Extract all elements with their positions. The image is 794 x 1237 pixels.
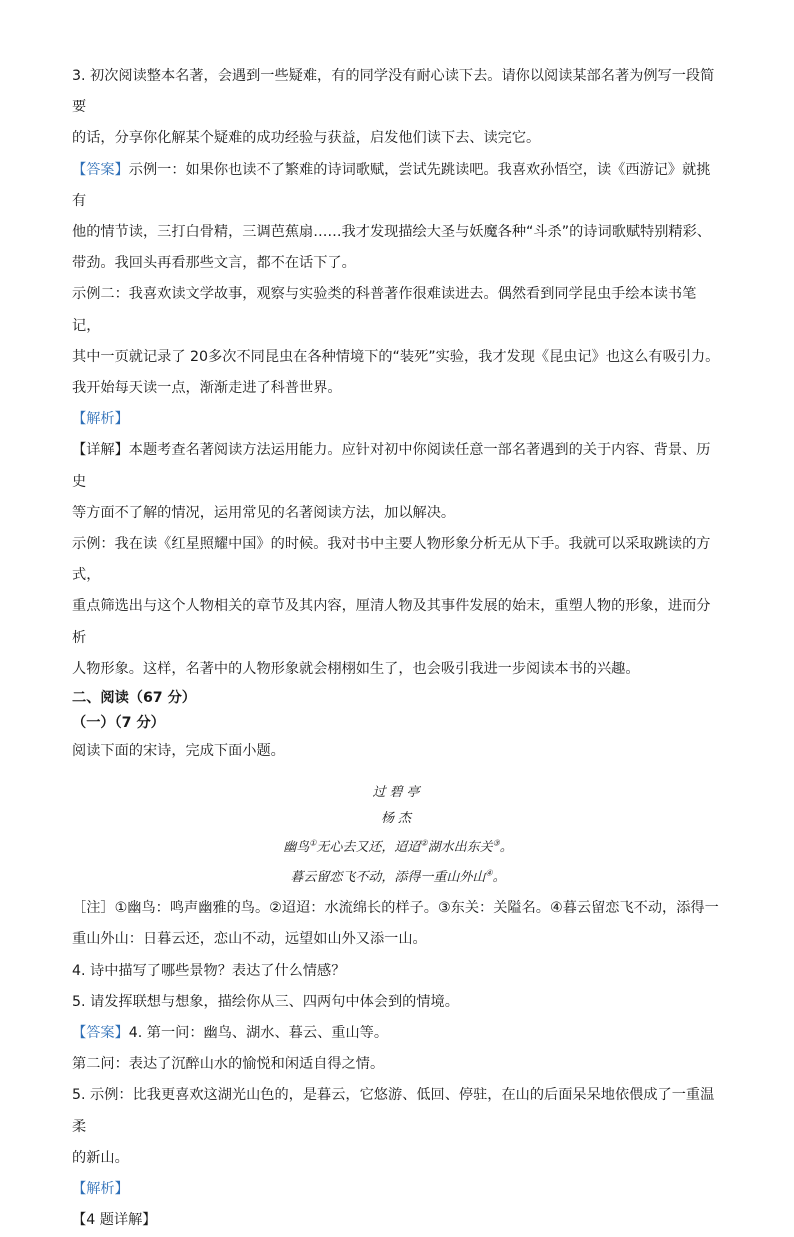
answer-2-second: 第二问：表达了沉醉山水的愉悦和闲适自得之情。 xyxy=(72,1056,385,1073)
reading-instruction: 阅读下面的宋诗，完成下面小题。 xyxy=(72,743,285,760)
footnote-marker: ④ xyxy=(485,868,493,878)
poem-line-1: 幽鸟①无心去又还，迢迢②湖水出东关③。 xyxy=(283,838,513,856)
answer-line: 带劲。我回头再看那些文言，都不在话下了。 xyxy=(72,255,356,272)
notes-line-1: ［注］①幽鸟：鸣声幽雅的鸟。②迢迢：水流绵长的样子。③东关：关隘名。④暮云留恋飞不动，添得一 xyxy=(72,900,719,917)
detail-text: 本题考查名著阅读方法运用能力。应针对初中你阅读任意一部名著遇到的关于内容、背景、历史 xyxy=(72,442,711,490)
question-3-line-1: 3. 初次阅读整本名著，会遇到一些疑难，有的同学没有耐心读下去。请你以阅读某部名著为例写一段简要 xyxy=(72,68,715,116)
answer-line: 他的情节读，三打白骨精，三调芭蕉扇……我才发现描绘大圣与妖魔各种“斗杀”的诗词歌赋特别精彩、 xyxy=(72,224,711,241)
footnote-marker: ② xyxy=(420,838,428,848)
question-5: 5. 请发挥联想与想象，描绘你从三、四两句中体会到的情境。 xyxy=(72,993,459,1010)
poem-line-2: 暮云留恋飞不动，添得一重山外山④。 xyxy=(290,868,506,886)
answer-line: 其中一页就记录了 20多次不同昆虫在各种情境下的“装死”实验，我才发现《昆虫记》也这么有吸引力。 xyxy=(72,348,720,365)
q5-answer-line: 5. 示例：比我更喜欢这湖光山色的，是暮云，它悠游、低回、停驻，在山的后面呆呆地依偎成了一重温柔 xyxy=(72,1087,715,1135)
subsection-title: （一）（7 分） xyxy=(72,715,165,732)
footnote-marker: ① xyxy=(309,838,317,848)
poem-title: 过碧亭 xyxy=(372,785,424,801)
detail-line: 人物形象。这样，名著中的人物形象就会栩栩如生了，也会吸引我进一步阅读本书的兴趣。 xyxy=(72,660,640,677)
poem-author: 杨杰 xyxy=(380,811,415,827)
detail-tag: 【详解】 xyxy=(72,442,129,459)
answer-line: 我开始每天读一点，渐渐走进了科普世界。 xyxy=(72,380,342,397)
answer-tag: 【答案】 xyxy=(72,1025,129,1042)
question-3-line-2: 的话，分享你化解某个疑难的成功经验与获益，启发他们读下去、读完它。 xyxy=(72,130,541,147)
answer-tag: 【答案】 xyxy=(72,161,129,178)
section-title: 二、阅读（67 分） xyxy=(72,690,196,707)
detail-line: 重点筛选出与这个人物相关的章节及其内容，厘清人物及其事件发展的始末，重塑人物的形象，进而分析 xyxy=(72,598,711,646)
q5-answer-line: 的新山。 xyxy=(72,1149,129,1166)
question-4: 4. 诗中描写了哪些景物？表达了什么情感？ xyxy=(72,962,346,979)
answer-text: 示例一：如果你也读不了繁难的诗词歌赋，尝试先跳读吧。我喜欢孙悟空，读《西游记》就挑有 xyxy=(72,161,711,209)
answer-paragraph-1 xyxy=(72,155,724,217)
answer-2-paragraph: 【答案】4. 第一问：幽鸟、湖水、暮云、重山等。 xyxy=(72,1025,389,1042)
analysis-tag: 【解析】 xyxy=(72,411,129,428)
footnote-marker: ③ xyxy=(492,838,500,848)
detail-line: 等方面不了解的情况，运用常见的名著阅读方法，加以解决。 xyxy=(72,504,456,521)
document-page xyxy=(72,61,724,1237)
q4-detail-tag: 【4 题详解】 xyxy=(72,1212,157,1229)
notes-line-2: 重山外山：日暮云还，恋山不动，远望如山外又添一山。 xyxy=(72,931,427,948)
analysis-tag: 【解析】 xyxy=(72,1181,129,1198)
detail-paragraph xyxy=(72,435,724,497)
detail-line: 示例：我在读《红星照耀中国》的时候。我对书中主要人物形象分析无从下手。我就可以采取跳读的方式， xyxy=(72,536,711,584)
answer-line: 示例二：我喜欢读文学故事，观察与实验类的科普著作很难读进去。偶然看到同学昆虫手绘本读书笔记， xyxy=(72,286,697,334)
